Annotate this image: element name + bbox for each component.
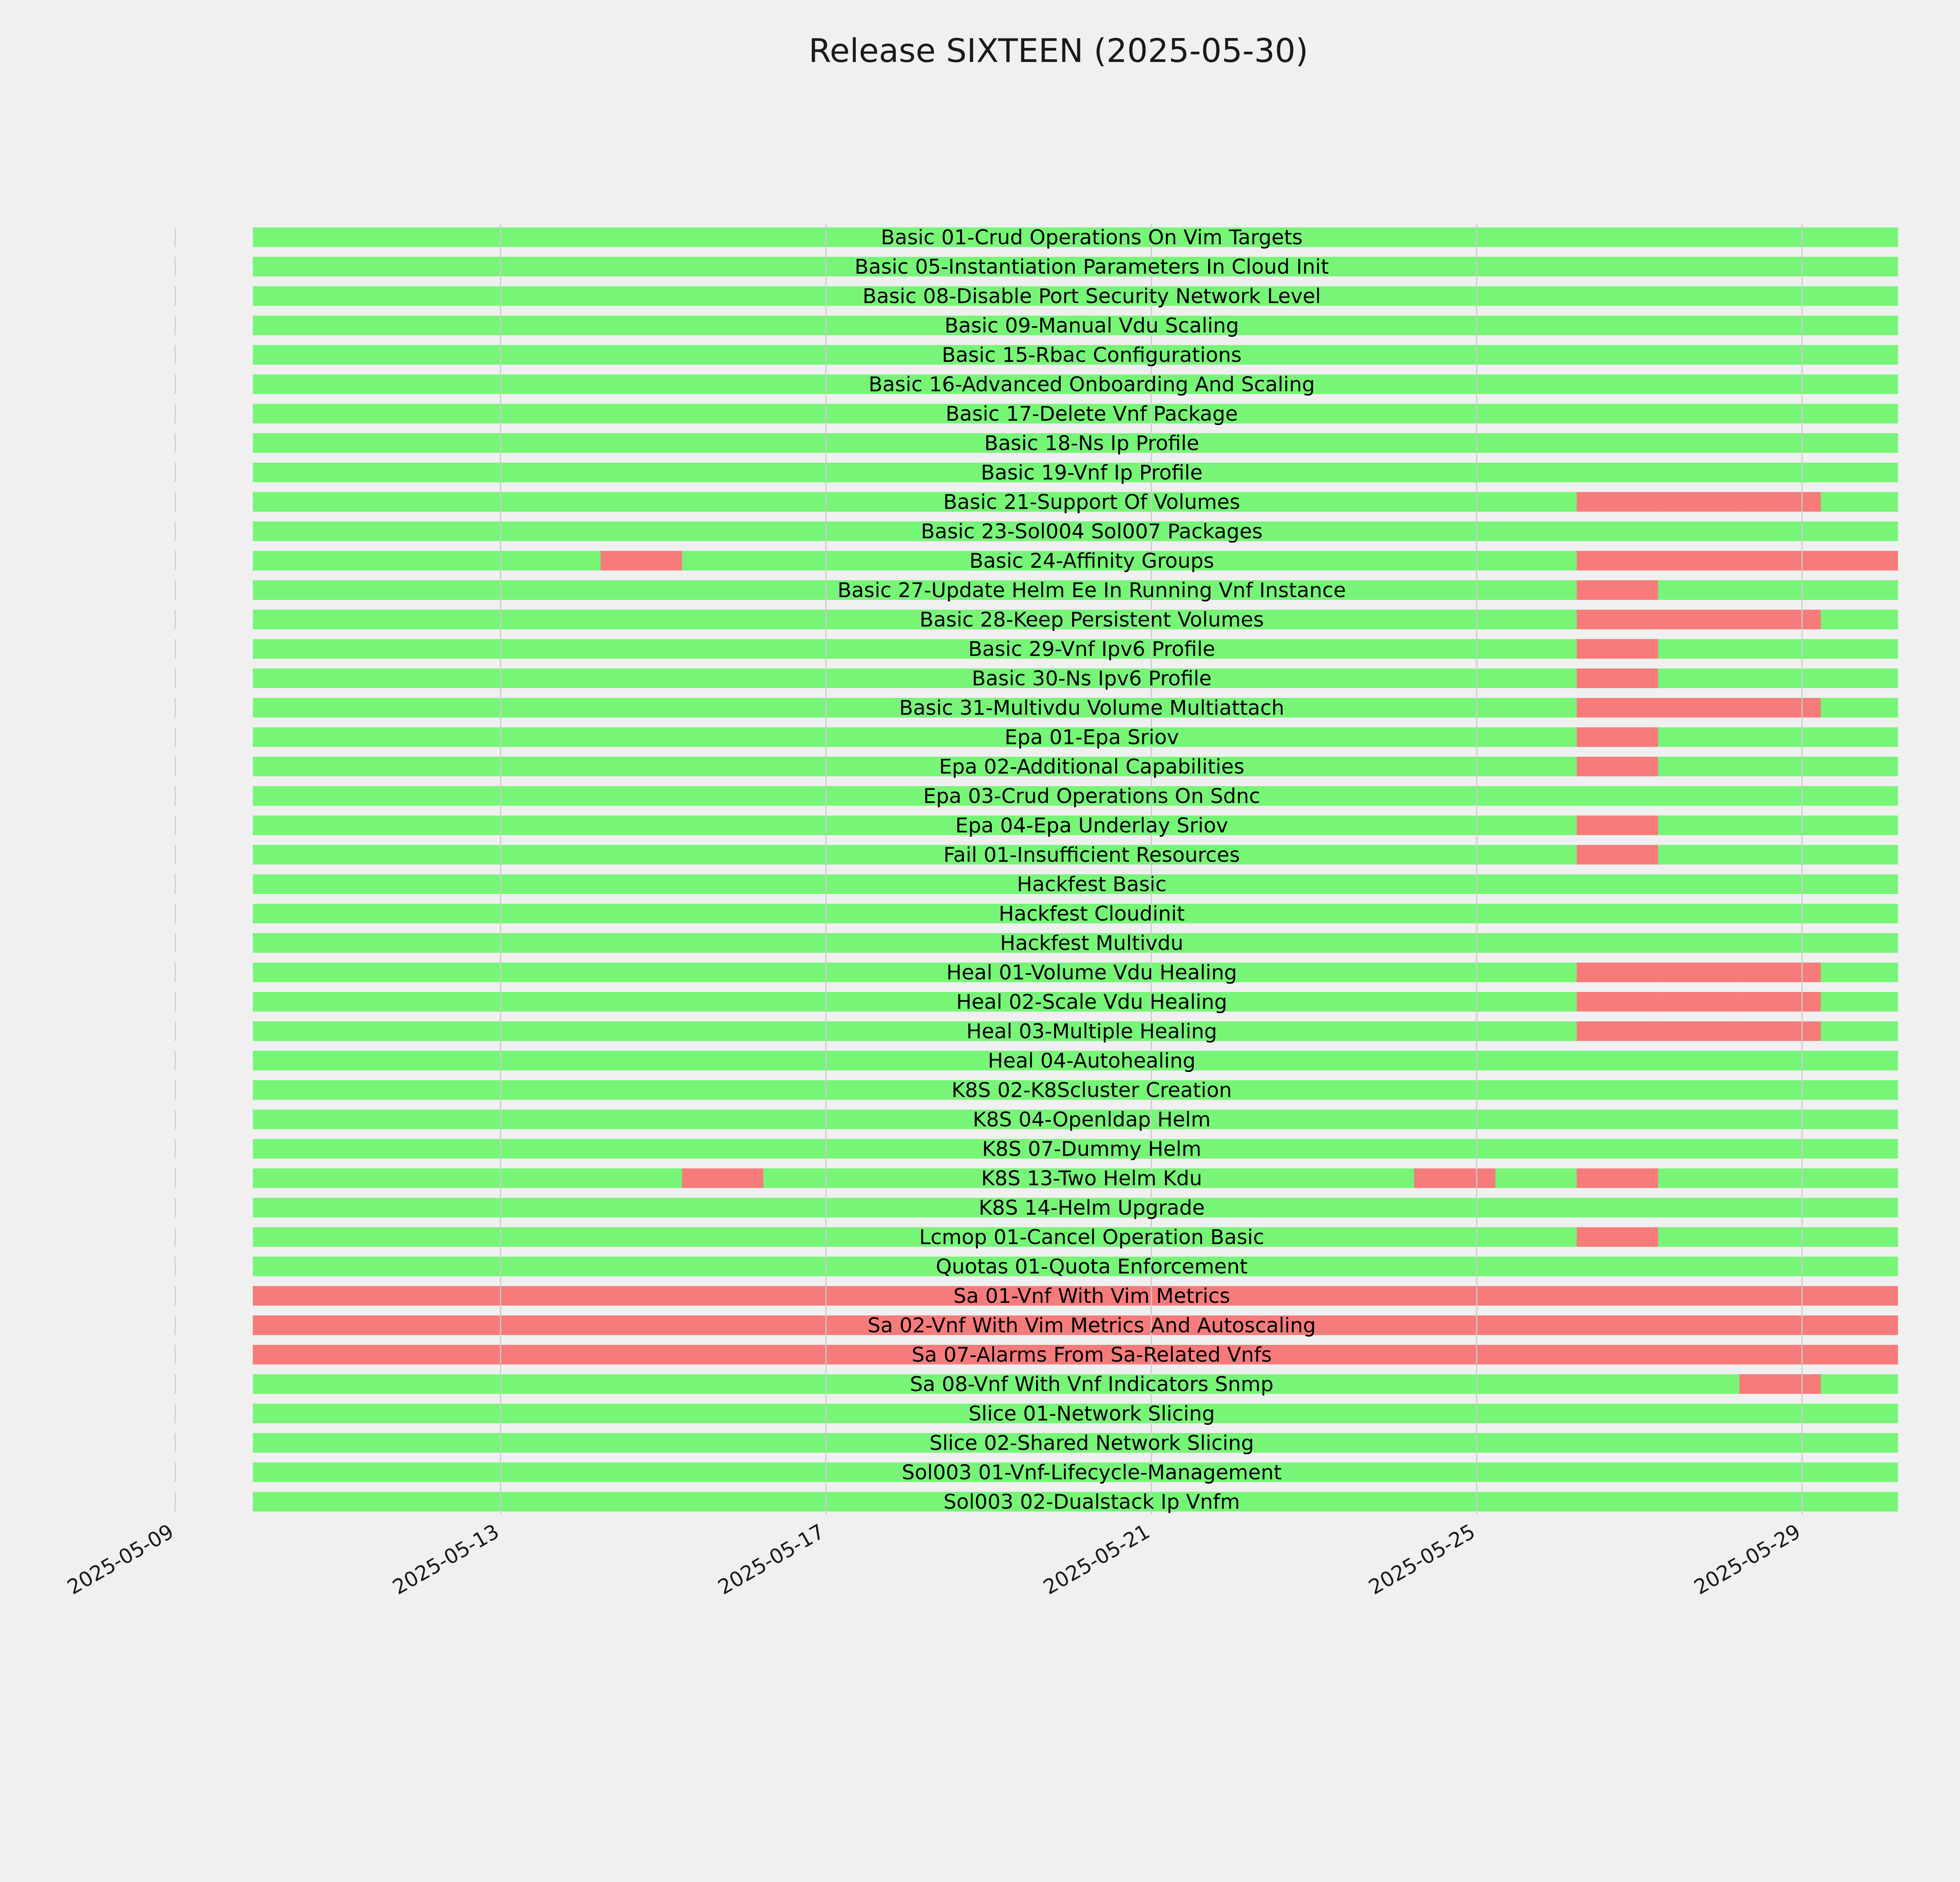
bar-segment-fail: [1577, 639, 1658, 659]
bar-label: Basic 15-Rbac Configurations: [942, 343, 1242, 367]
bar-label: K8S 14-Helm Upgrade: [978, 1196, 1205, 1220]
bar-label: Quotas 01-Quota Enforcement: [936, 1255, 1248, 1279]
bar-label: Sa 07-Alarms From Sa-Related Vnfs: [911, 1343, 1272, 1367]
bar-segment-fail: [1739, 1374, 1821, 1394]
bar-segment-fail: [1658, 698, 1740, 718]
bar-segment-fail: [1658, 551, 1740, 570]
bar-label: Fail 01-Insufficient Resources: [943, 843, 1240, 867]
bar-segment-fail: [1658, 1021, 1740, 1041]
bar-segment-fail: [601, 551, 682, 570]
bar-segment-fail: [1577, 845, 1658, 865]
bar-segment-fail: [1577, 551, 1658, 570]
bar-segment-fail: [1739, 551, 1821, 570]
chart-title: Release SIXTEEN (2025-05-30): [808, 32, 1308, 70]
bar-label: Basic 18-Ns Ip Profile: [984, 432, 1200, 455]
bar-segment-fail: [1821, 551, 1898, 570]
bar-label: Epa 04-Epa Underlay Sriov: [955, 814, 1228, 837]
bar-segment-fail: [1739, 963, 1821, 982]
bar-label: Slice 01-Network Slicing: [968, 1402, 1215, 1426]
bar-label: Sol003 02-Dualstack Ip Vnfm: [943, 1490, 1240, 1514]
bar-segment-fail: [1414, 1168, 1495, 1188]
x-tick-label: 2025-05-21: [1039, 1520, 1154, 1600]
bar-segment-fail: [1577, 963, 1658, 982]
bar-label: Basic 16-Advanced Onboarding And Scaling: [868, 373, 1315, 396]
bar-segment-fail: [1577, 757, 1658, 776]
bar-segment-fail: [1658, 492, 1740, 512]
bar-segment-fail: [1577, 1021, 1658, 1041]
bar-label: Basic 27-Update Helm Ee In Running Vnf Instance: [837, 579, 1346, 602]
x-tick-label: 2025-05-17: [714, 1520, 829, 1600]
bar-segment-fail: [1577, 580, 1658, 600]
x-tick-label: 2025-05-25: [1365, 1520, 1479, 1600]
bar-segment-fail: [1739, 992, 1821, 1012]
bar-label: Basic 01-Crud Operations On Vim Targets: [880, 226, 1303, 249]
bar-segment-fail: [1658, 963, 1740, 982]
bar-label: Sol003 01-Vnf-Lifecycle-Management: [902, 1461, 1282, 1484]
bar-label: K8S 02-K8Scluster Creation: [951, 1079, 1232, 1102]
bar-label: Basic 23-Sol004 Sol007 Packages: [921, 520, 1263, 543]
bar-label: Basic 05-Instantiation Parameters In Cloud Init: [855, 255, 1329, 279]
bar-label: Sa 02-Vnf With Vim Metrics And Autoscaling: [867, 1314, 1316, 1337]
bar-label: Basic 17-Delete Vnf Package: [946, 402, 1238, 426]
bar-label: Heal 01-Volume Vdu Healing: [946, 961, 1237, 985]
bar-segment-fail: [1739, 1021, 1821, 1041]
bar-segment-fail: [1577, 816, 1658, 835]
bar-label: Basic 30-Ns Ipv6 Profile: [971, 667, 1212, 690]
bar-label: Basic 28-Keep Persistent Volumes: [919, 608, 1264, 632]
bar-label: Slice 02-Shared Network Slicing: [929, 1431, 1254, 1455]
bar-segment-fail: [1577, 610, 1658, 629]
bar-segment-fail: [1739, 492, 1821, 512]
bar-label: K8S 04-Openldap Helm: [973, 1108, 1211, 1132]
bar-label: Heal 03-Multiple Healing: [966, 1020, 1217, 1043]
bar-segment-fail: [1577, 1227, 1658, 1247]
bar-label: Sa 01-Vnf With Vim Metrics: [953, 1284, 1230, 1308]
bar-label: Basic 29-Vnf Ipv6 Profile: [968, 638, 1215, 661]
bar-label: Hackfest Basic: [1017, 873, 1167, 896]
bar-label: Heal 02-Scale Vdu Healing: [956, 990, 1227, 1014]
bar-segment-fail: [1658, 610, 1740, 629]
bar-label: Basic 24-Affinity Groups: [969, 549, 1214, 573]
bar-segment-fail: [1577, 992, 1658, 1012]
bar-segment-fail: [682, 1168, 764, 1188]
bar-segment-fail: [1739, 610, 1821, 629]
bar-label: Hackfest Multivdu: [1000, 932, 1183, 955]
bar-segment-fail: [1577, 1168, 1658, 1188]
x-tick-label: 2025-05-13: [388, 1520, 503, 1600]
bar-segment-fail: [1577, 492, 1658, 512]
bar-label: Hackfest Cloudinit: [998, 902, 1185, 926]
bar-label: Basic 21-Support Of Volumes: [943, 490, 1240, 514]
bar-label: K8S 07-Dummy Helm: [982, 1137, 1201, 1161]
bar-label: Basic 31-Multivdu Volume Multiattach: [899, 696, 1285, 720]
bar-label: Lcmop 01-Cancel Operation Basic: [919, 1226, 1265, 1249]
bar-segment-fail: [1577, 698, 1658, 718]
bar-label: Basic 19-Vnf Ip Profile: [980, 461, 1203, 485]
bar-label: Sa 08-Vnf With Vnf Indicators Snmp: [910, 1373, 1274, 1396]
bar-label: Heal 04-Autohealing: [987, 1049, 1196, 1073]
bar-label: K8S 13-Two Helm Kdu: [981, 1167, 1202, 1190]
bar-label: Basic 09-Manual Vdu Scaling: [944, 314, 1239, 338]
bar-label: Epa 03-Crud Operations On Sdnc: [923, 785, 1260, 808]
bar-label: Epa 02-Additional Capabilities: [939, 755, 1245, 779]
bar-segment-fail: [1739, 698, 1821, 718]
bar-segment-fail: [1577, 727, 1658, 747]
bar-segment-fail: [1577, 669, 1658, 688]
x-tick-label: 2025-05-09: [63, 1520, 178, 1600]
bar-label: Epa 01-Epa Sriov: [1004, 726, 1179, 749]
bar-label: Basic 08-Disable Port Security Network Level: [862, 285, 1321, 308]
bar-segment-fail: [1658, 992, 1740, 1012]
x-tick-label: 2025-05-29: [1690, 1520, 1805, 1600]
